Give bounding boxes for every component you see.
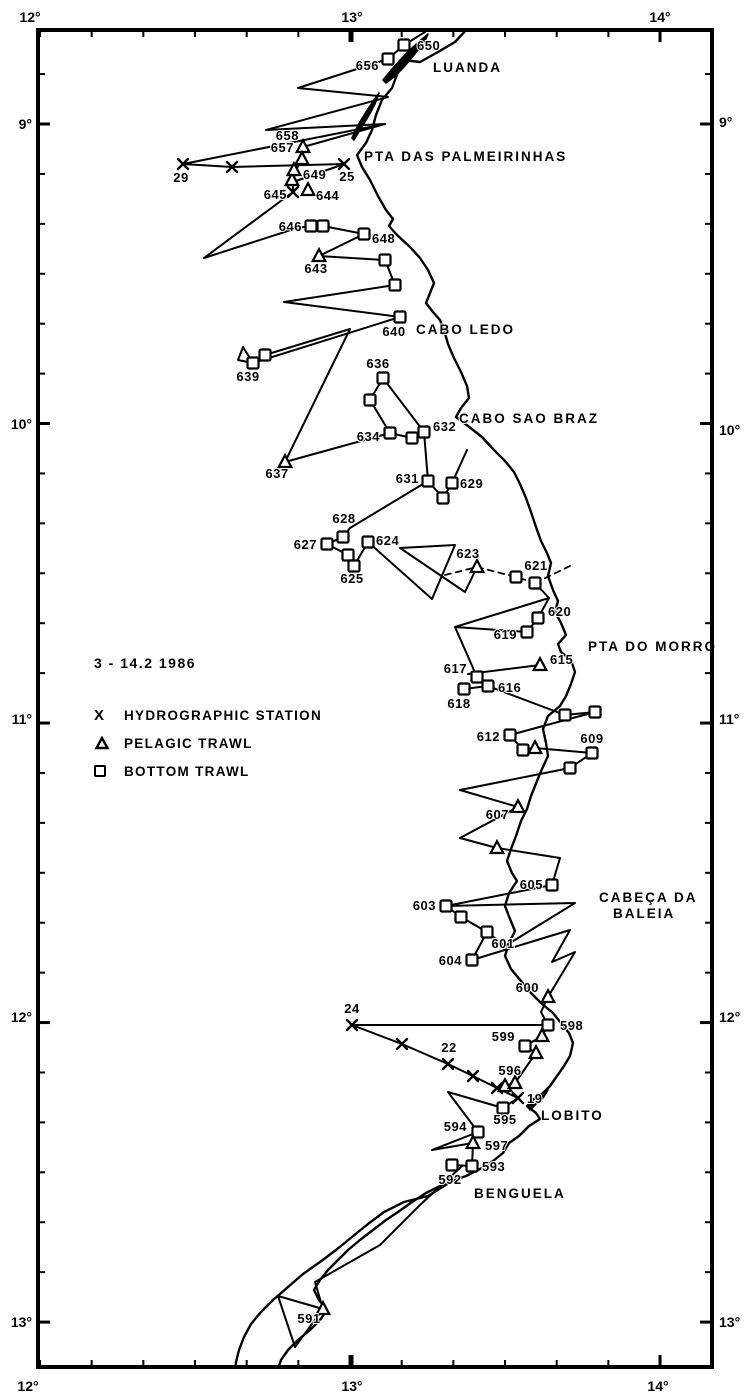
station-label: 617: [443, 661, 467, 676]
bottom-trawl-marker: [467, 955, 478, 966]
station-label: 637: [265, 466, 289, 481]
station-label: 646: [278, 219, 302, 234]
station-label: 625: [340, 571, 364, 586]
station-label: 631: [395, 471, 419, 486]
axis-degree-label: 14°: [649, 9, 671, 25]
pelagic-trawl-marker: [542, 990, 555, 1002]
axis-degree-label: 12°: [19, 9, 41, 25]
station-label: 640: [382, 324, 406, 339]
legend-item-pelagic: [94, 729, 322, 757]
place-name-label: PTA DO MORRO: [588, 639, 717, 654]
station-label: 591: [297, 1311, 321, 1326]
station-label: 657: [270, 140, 294, 155]
survey-track-line: [472, 930, 575, 1025]
station-label: 621: [524, 558, 548, 573]
bottom-trawl-marker: [483, 681, 494, 692]
place-name-label: LOBITO: [541, 1108, 604, 1123]
axis-degree-label: 11°: [719, 711, 740, 727]
axis-degree-label: 12°: [17, 1378, 39, 1394]
legend-item-label: HYDROGRAPHIC STATION: [124, 707, 322, 723]
bottom-trawl-marker: [518, 745, 529, 756]
hydrographic-station-icon: X: [94, 706, 105, 724]
pelagic-trawl-marker: [534, 658, 547, 670]
axis-degree-label: 9°: [719, 114, 733, 130]
bottom-trawl-marker: [338, 532, 349, 543]
station-label: 597: [485, 1138, 509, 1153]
bottom-trawl-marker: [467, 1161, 478, 1172]
bottom-trawl-marker: [505, 730, 516, 741]
bottom-trawl-marker: [543, 1020, 554, 1031]
bottom-trawl-marker: [322, 539, 333, 550]
station-label: 656: [355, 58, 379, 73]
axis-degree-label: 13°: [341, 9, 363, 25]
survey-date-label: 3 - 14.2 1986: [94, 655, 197, 671]
bottom-trawl-marker: [318, 221, 329, 232]
station-label: 604: [438, 953, 462, 968]
bottom-trawl-marker: [565, 763, 576, 774]
place-name-label: BALEIA: [613, 906, 676, 921]
station-label: 609: [580, 731, 604, 746]
station-label: 612: [476, 729, 500, 744]
axis-degree-label: 10°: [719, 422, 741, 438]
axis-degree-label: 13°: [341, 1378, 363, 1394]
station-label: 616: [498, 680, 522, 695]
axis-degree-label: 10°: [10, 416, 32, 432]
station-label: 607: [485, 807, 509, 822]
bottom-trawl-marker: [438, 493, 449, 504]
station-label: 25: [339, 169, 355, 184]
station-label: 603: [412, 898, 436, 913]
bottom-trawl-marker: [349, 561, 360, 572]
bottom-trawl-marker: [472, 672, 483, 683]
bottom-trawl-marker: [378, 373, 389, 384]
bottom-trawl-marker: [380, 255, 391, 266]
station-label: 19: [527, 1091, 543, 1106]
place-name-label: CABO LEDO: [416, 322, 515, 337]
bottom-trawl-marker: [456, 912, 467, 923]
bottom-trawl-marker: [407, 433, 418, 444]
station-label: 595: [493, 1112, 517, 1127]
place-name-label: PTA DAS PALMEIRINHAS: [364, 149, 568, 164]
station-label: 599: [491, 1029, 515, 1044]
axis-degree-label: 12°: [10, 1009, 32, 1025]
bottom-trawl-marker: [533, 613, 544, 624]
station-label: 648: [372, 231, 396, 246]
bottom-trawl-marker: [587, 748, 598, 759]
station-label: 596: [498, 1063, 522, 1078]
survey-track-line: [266, 32, 425, 192]
bottom-trawl-marker: [385, 428, 396, 439]
hydrographic-station-marker: [513, 1093, 523, 1103]
bottom-trawl-marker: [530, 578, 541, 589]
station-label: 600: [515, 980, 539, 995]
bottom-trawl-marker: [511, 572, 522, 583]
bottom-trawl-marker: [395, 312, 406, 323]
axis-degree-label: 9°: [18, 116, 32, 132]
bottom-trawl-marker: [522, 627, 533, 638]
bottom-trawl-marker: [365, 395, 376, 406]
bottom-trawl-marker: [447, 478, 458, 489]
station-label: 644: [316, 188, 340, 203]
station-label: 619: [493, 627, 517, 642]
place-name-label: CABEÇA DA: [599, 890, 698, 905]
bottom-trawl-marker: [343, 550, 354, 561]
station-label: 634: [356, 429, 380, 444]
station-label: 593: [482, 1159, 506, 1174]
hydrographic-station-marker: [468, 1071, 478, 1081]
bottom-trawl-marker: [399, 40, 410, 51]
bottom-trawl-marker: [423, 476, 434, 487]
station-label: 29: [173, 170, 189, 185]
bottom-trawl-marker: [248, 358, 259, 369]
legend-item-bottom: [94, 757, 322, 785]
coastline-path: [235, 1181, 452, 1369]
station-label: 623: [456, 546, 480, 561]
bottom-trawl-marker: [363, 537, 374, 548]
axis-degree-label: 12°: [719, 1009, 741, 1025]
survey-track-line: [315, 1166, 462, 1309]
station-label: 650: [417, 38, 441, 53]
pelagic-trawl-marker: [302, 183, 315, 195]
station-label: 615: [550, 652, 574, 667]
bottom-trawl-marker: [390, 280, 401, 291]
station-label: 601: [491, 936, 515, 951]
place-name-label: BENGUELA: [474, 1186, 566, 1201]
place-name-label: CABO SAO BRAZ: [459, 411, 599, 426]
station-label: 629: [460, 476, 484, 491]
station-label: 605: [519, 877, 543, 892]
pelagic-trawl-marker: [313, 249, 326, 261]
axis-degree-label: 13°: [719, 1314, 741, 1330]
bottom-trawl-marker: [520, 1041, 531, 1052]
bottom-trawl-marker: [306, 221, 317, 232]
survey-track-line: [460, 686, 595, 885]
station-label: 594: [443, 1119, 467, 1134]
station-label: 645: [263, 187, 287, 202]
station-label: 649: [303, 167, 327, 182]
bottom-trawl-icon: [94, 765, 124, 777]
axis-degree-label: 11°: [11, 711, 32, 727]
station-label: 22: [441, 1040, 457, 1055]
bottom-trawl-marker: [560, 710, 571, 721]
station-label: 618: [447, 696, 471, 711]
pelagic-trawl-marker: [296, 152, 309, 164]
bottom-trawl-marker: [441, 901, 452, 912]
bottom-trawl-marker: [590, 707, 601, 718]
survey-track-line: [455, 583, 549, 632]
axis-degree-label: 14°: [647, 1378, 669, 1394]
station-label: 624: [376, 533, 400, 548]
station-label: 24: [344, 1001, 360, 1016]
legend-item-label: PELAGIC TRAWL: [124, 735, 253, 751]
pelagic-trawl-icon: [94, 736, 124, 750]
hydrographic-station-marker: [443, 1059, 453, 1069]
station-label: 636: [366, 356, 390, 371]
station-label: 658: [275, 128, 299, 143]
hydrographic-station-marker: [397, 1039, 407, 1049]
place-name-label: LUANDA: [433, 60, 502, 75]
survey-track-line: [253, 234, 400, 363]
bottom-trawl-marker: [359, 229, 370, 240]
station-label: 639: [236, 369, 260, 384]
bottom-trawl-marker: [419, 427, 430, 438]
station-label: 628: [332, 511, 356, 526]
bottom-trawl-marker: [473, 1127, 484, 1138]
station-label: 643: [304, 261, 328, 276]
bottom-trawl-marker: [260, 350, 271, 361]
pelagic-trawl-marker: [471, 560, 484, 572]
station-label: 632: [433, 419, 457, 434]
station-label: 592: [438, 1172, 462, 1187]
station-label: 620: [548, 604, 572, 619]
map-legend: [94, 655, 322, 785]
bottom-trawl-marker: [459, 684, 470, 695]
axis-degree-label: 13°: [10, 1314, 32, 1330]
station-label: 627: [293, 537, 317, 552]
bottom-trawl-marker: [547, 880, 558, 891]
legend-item-label: BOTTOM TRAWL: [124, 763, 250, 779]
bottom-trawl-marker: [383, 54, 394, 65]
pelagic-trawl-marker: [529, 741, 542, 753]
station-label: 598: [560, 1018, 584, 1033]
bottom-trawl-marker: [447, 1160, 458, 1171]
legend-item-hydrographic: [94, 701, 322, 729]
